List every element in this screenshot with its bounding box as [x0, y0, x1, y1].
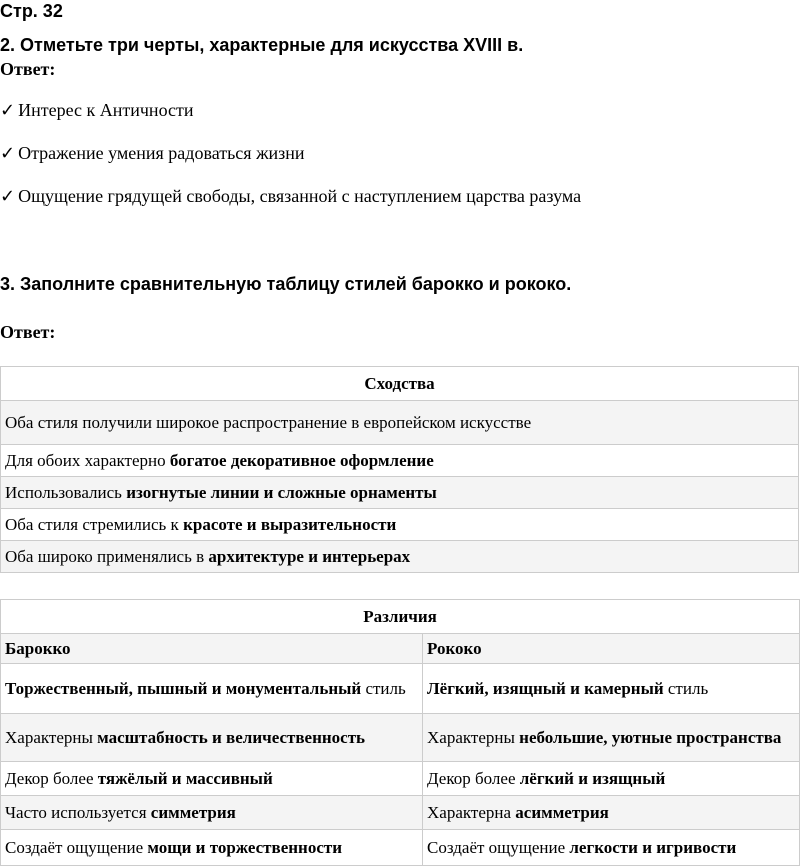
answer-item-3 — [0, 185, 581, 208]
baroque-cell: Часто используется симметрия — [1, 796, 423, 830]
page-number: Стр. 32 — [0, 1, 63, 21]
similarities-table — [0, 366, 799, 573]
column-header-rococo: Рококо — [423, 634, 800, 664]
answer-label-q2: Ответ: — [0, 59, 56, 79]
rococo-cell: Характерны небольшие, уютные пространства — [423, 714, 800, 762]
rococo-cell: Характерна асимметрия — [423, 796, 800, 830]
similarity-cell: Оба стиля получили широкое распространение в европейском искусстве — [1, 401, 799, 445]
answer-item-text: Отражение умения радоваться жизни — [18, 143, 305, 163]
table-row — [1, 664, 800, 714]
check-mark-icon: ✓ — [0, 186, 16, 207]
differences-table — [0, 599, 800, 866]
baroque-cell: Характерны масштабность и величественность — [1, 714, 423, 762]
similarity-cell: Оба стиля стремились к красоте и выразительности — [1, 509, 799, 541]
column-header-baroque: Барокко — [1, 634, 423, 664]
answer-label-q3: Ответ: — [0, 322, 56, 342]
question-2-title: 2. Отметьте три черты, характерные для искусства XVIII в. — [0, 35, 524, 55]
answer-item-2 — [0, 142, 305, 165]
answer-item-text: Интерес к Античности — [18, 100, 194, 120]
rococo-cell: Лёгкий, изящный и камерный стиль — [423, 664, 800, 714]
similarity-cell: Оба широко применялись в архитектуре и интерьерах — [1, 541, 799, 573]
check-mark-icon: ✓ — [0, 143, 16, 164]
similarity-cell: Использовались изогнутые линии и сложные орнаменты — [1, 477, 799, 509]
table-row — [1, 830, 800, 866]
answer-item-1 — [0, 99, 194, 122]
question-3-title: 3. Заполните сравнительную таблицу стилей барокко и рококо. — [0, 274, 572, 294]
baroque-cell: Декор более тяжёлый и массивный — [1, 762, 423, 796]
table-row — [1, 477, 799, 509]
similarity-cell: Для обоих характерно богатое декоративное оформление — [1, 445, 799, 477]
table-row — [1, 796, 800, 830]
baroque-cell: Создаёт ощущение мощи и торжественности — [1, 830, 423, 866]
answer-item-text: Ощущение грядущей свободы, связанной с наступлением царства разума — [18, 186, 582, 206]
check-mark-icon: ✓ — [0, 100, 16, 121]
similarities-header: Сходства — [1, 367, 799, 401]
table-row — [1, 714, 800, 762]
table-row — [1, 762, 800, 796]
table-row — [1, 509, 799, 541]
differences-header: Различия — [1, 600, 800, 634]
table-row — [1, 401, 799, 445]
baroque-cell: Торжественный, пышный и монументальный стиль — [1, 664, 423, 714]
table-row — [1, 634, 800, 664]
table-row — [1, 541, 799, 573]
rococo-cell: Создаёт ощущение легкости и игривости — [423, 830, 800, 866]
table-row — [1, 445, 799, 477]
rococo-cell: Декор более лёгкий и изящный — [423, 762, 800, 796]
